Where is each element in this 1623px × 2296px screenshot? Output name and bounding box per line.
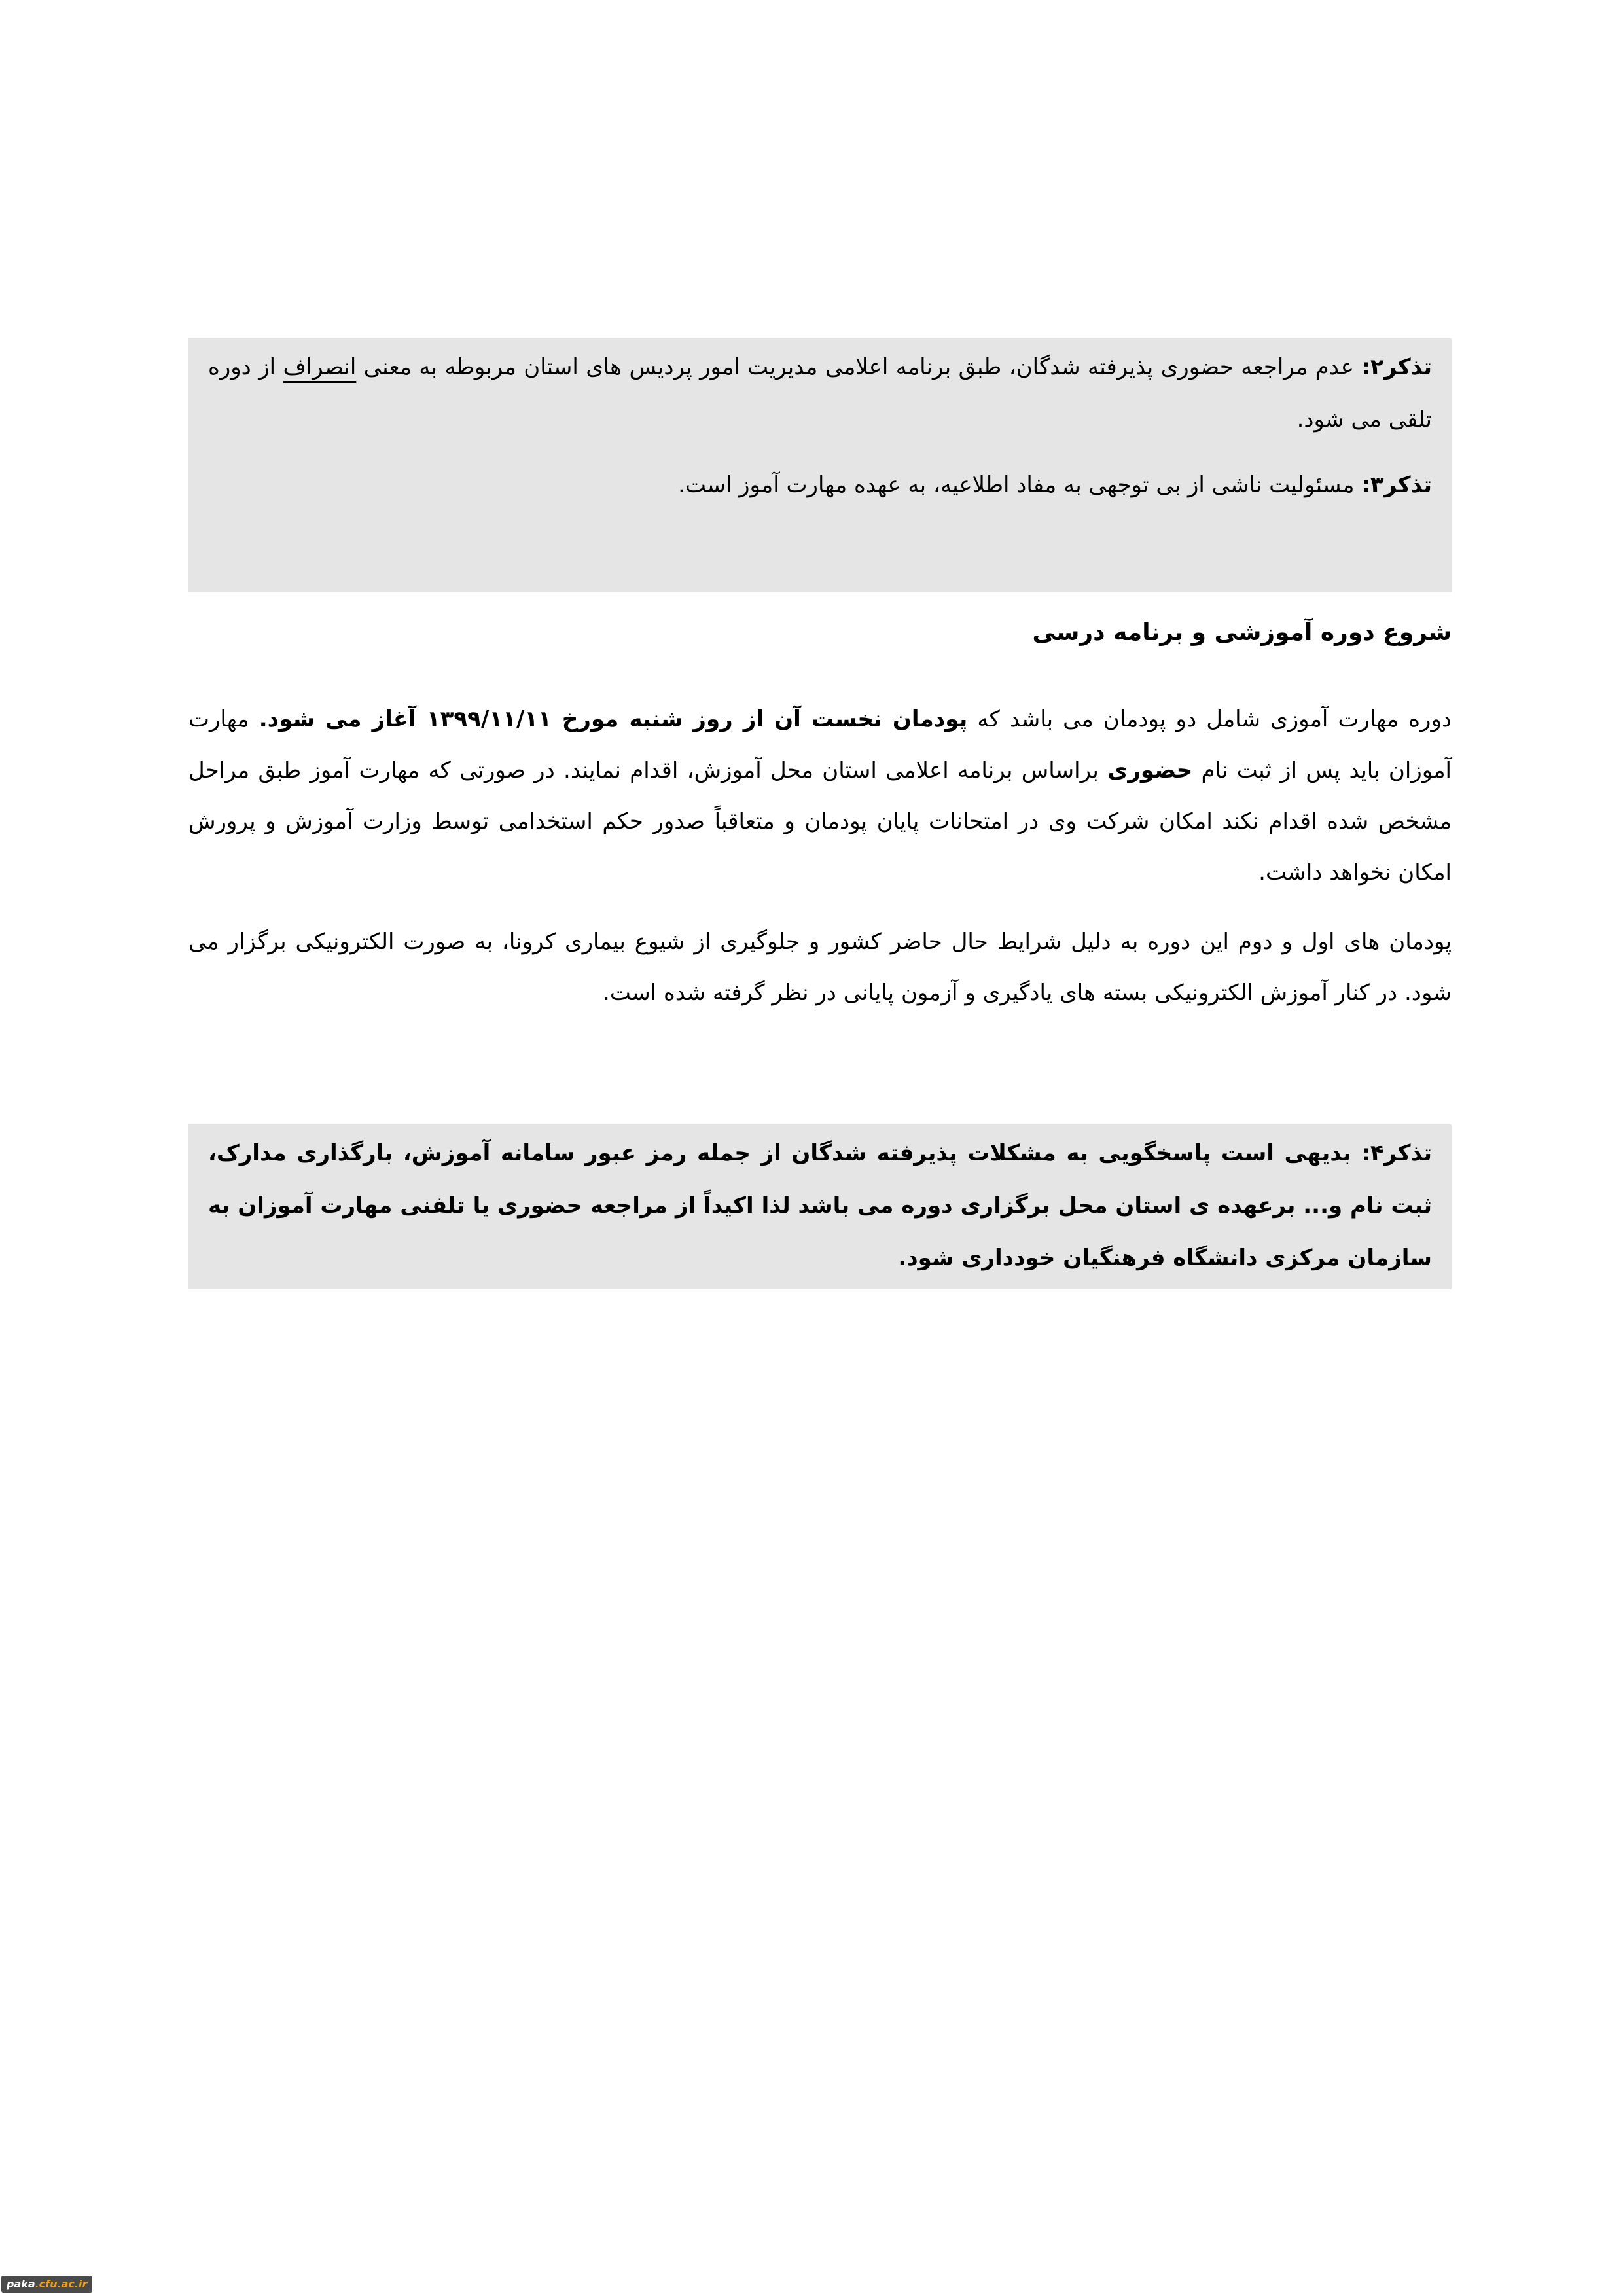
remark-3-paragraph	[208, 459, 1432, 511]
notice-box-remark-4	[188, 1124, 1452, 1289]
course-start-text-3: براساس برنامه اعلامی استان محل آموزش، اقدام نمایند. در صورتی که مهارت آموز طبق مراحل مشخص شده اقدام نکند امکان شرکت وی در امتحانات پایان پودمان و متعاقباً صدور حکم استخدامی توسط وزارت آموزش و پرورش امکان نخواهد داشت.	[188, 757, 1452, 886]
site-watermark-badge	[1, 2276, 92, 2293]
remark-2-text-2: از دوره تلقی می شود.	[208, 354, 1432, 433]
electronic-modules-paragraph: پودمان های اول و دوم این دوره به دلیل شرایط حال حاضر کشور و جلوگیری از شیوع بیماری کرونا، به صورت الکترونیکی برگزار می شود. در کنار آموزش الکترونیکی بسته های یادگیری و آزمون پایانی در نظر گرفته شده است.	[188, 929, 1452, 1006]
watermark-site-suffix: .cfu.ac.ir	[35, 2278, 88, 2290]
remark-4-paragraph	[208, 1127, 1432, 1284]
remark-3-label: تذکر۳:	[1361, 472, 1432, 498]
course-start-text-2: مهارت آموزان باید پس از ثبت نام	[188, 706, 1452, 783]
remark-2-paragraph	[208, 341, 1432, 446]
section-heading: شروع دوره آموزشی و برنامه درسی	[1032, 619, 1452, 646]
watermark-site-prefix: paka	[7, 2278, 35, 2290]
course-start-text-1: دوره مهارت آموزی شامل دو پودمان می باشد که	[967, 706, 1452, 732]
notice-box-remarks-2-3	[188, 338, 1452, 592]
course-start-paragraph	[188, 694, 1452, 898]
remark-4-text: بدیهی است پاسخگویی به مشکلات پذیرفته شدگان از جمله رمز عبور سامانه آموزش، بارگذاری مدارک، ثبت نام و... برعهده ی استان محل برگزاری دوره می باشد لذا اکیداً از مراجعه حضوری یا تلفنی مهارت آموزان به سازمان مرکزی دانشگاه فرهنگیان خودداری شود.	[208, 1140, 1432, 1271]
course-start-date-bold: پودمان نخست آن از روز شنبه مورخ ۱۳۹۹/۱۱/۱۱ آغاز می شود.	[259, 706, 968, 732]
remark-3-text: مسئولیت ناشی از بی توجهی به مفاد اطلاعیه، به عهده مهارت آموز است.	[678, 472, 1362, 498]
remark-4-label: تذکر۴:	[1361, 1140, 1432, 1166]
remark-2-label: تذکر۲:	[1361, 354, 1433, 380]
in-person-bold-word: حضوری	[1107, 757, 1193, 783]
remark-2-underlined-word: انصراف	[283, 354, 357, 380]
remark-2-text-1: عدم مراجعه حضوری پذیرفته شدگان، طبق برنامه اعلامی مدیریت امور پردیس های استان مربوطه به معنی	[356, 354, 1362, 380]
